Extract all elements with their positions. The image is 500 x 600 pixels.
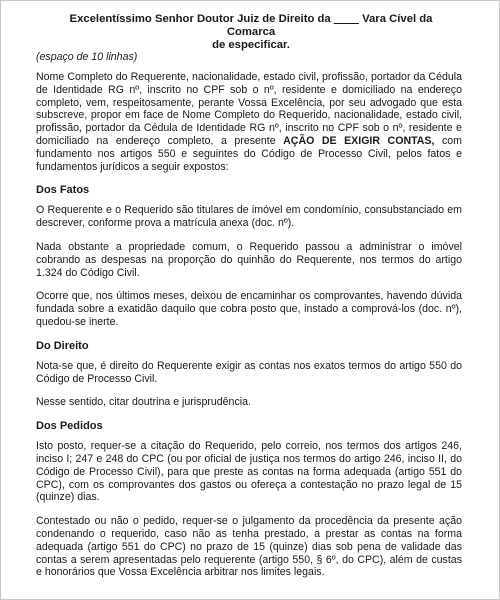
pedidos-paragraph-1: Isto posto, requer-se a citação do Requerido, pelo correio, nos termos dos artigos 246, inciso I; 247 e 248 do CPC (ou por oficial de justiça nos termos do artigo 246, inciso II, do Código de Processo Civil), para que preste as contas na forma adequada (artigo 551 do CPC), com os comprovantes dos gastos ou ofereça a contestação no prazo legal de 15 (quinze) dias. [36, 440, 462, 504]
spacer-note: (espaço de 10 linhas) [36, 51, 138, 63]
section-title-fatos: Dos Fatos [36, 184, 90, 197]
action-title: AÇÃO DE EXIGIR CONTAS, [283, 134, 435, 147]
direito-paragraph-2: Nesse sentido, citar doutrina e jurisprudência. [36, 396, 251, 409]
header-court-prefix: Excelentíssimo Senhor Doutor Juiz de Direito da [69, 13, 334, 25]
intro-text-1: Nome Completo do Requerente, nacionalidade, estado civil, profissão, portador da Cédula de Identidade RG nº, inscrito no CPF sob o nº, residente e domiciliado na endereço completo, vem, respeitosamente, perante Vossa Excelência, por seu advogado que esta subscreve, propor em face de Nome Completo do Requerido, nacionalidade, estado civil, profissão, portador da Cédula de Identidade RG nº, inscrito no CPF sob o nº, residente e domiciliado na endereço completo, a presente [36, 71, 462, 147]
header-line-2: de especificar. [212, 39, 290, 51]
petition-header [61, 13, 441, 52]
header-line-1 [61, 13, 441, 39]
fatos-paragraph-2: Nada obstante a propriedade comum, o Requerido passou a administrar o imóvel cobrando as despesas na proporção do quinhão do Requerente, nos termos do artigo 1.324 do Código Civil. [36, 240, 462, 279]
intro-text-2: com fundamento nos artigos 550 e seguintes do Código de Processo Civil, pelos fatos e fundamentos jurídicos a seguir expostos: [36, 134, 462, 173]
header-court-suffix: Vara Cível da Comarca [226, 13, 433, 38]
intro-paragraph [36, 71, 462, 173]
petition-body [36, 71, 462, 590]
section-title-pedidos: Dos Pedidos [36, 420, 103, 433]
pedidos-paragraph-2: Contestado ou não o pedido, requer-se o julgamento da procedência da presente ação condenando o requerido, caso não as tenha prestado, a prestar as contas na forma adequada (artigo 551 do CPC) no prazo de 15 (quinze) dias sob pena de validade das contas a serem apresentadas pelo requerente (artigo 550, § 6º, do CPC), além de custas e honorários que Vossa Excelência arbitrar nos limites legais. [36, 515, 462, 579]
fatos-paragraph-1: O Requerente e o Requerido são titulares de imóvel em condomínio, consubstanciado em descrever, conforme prova a matrícula anexa (doc. nº). [36, 204, 462, 230]
header-blank-field: ____ [333, 13, 359, 25]
fatos-paragraph-3: Ocorre que, nos últimos meses, deixou de encaminhar os comprovantes, havendo dúvida fundada sobre a exatidão daquilo que cobra posto que, instado a comprová-los (doc. nº), quedou-se inerte. [36, 290, 462, 328]
direito-paragraph-1: Nota-se que, é direito do Requerente exigir as contas nos exatos termos do artigo 550 do Código de Processo Civil. [36, 359, 462, 385]
section-title-direito: Do Direito [36, 339, 89, 352]
